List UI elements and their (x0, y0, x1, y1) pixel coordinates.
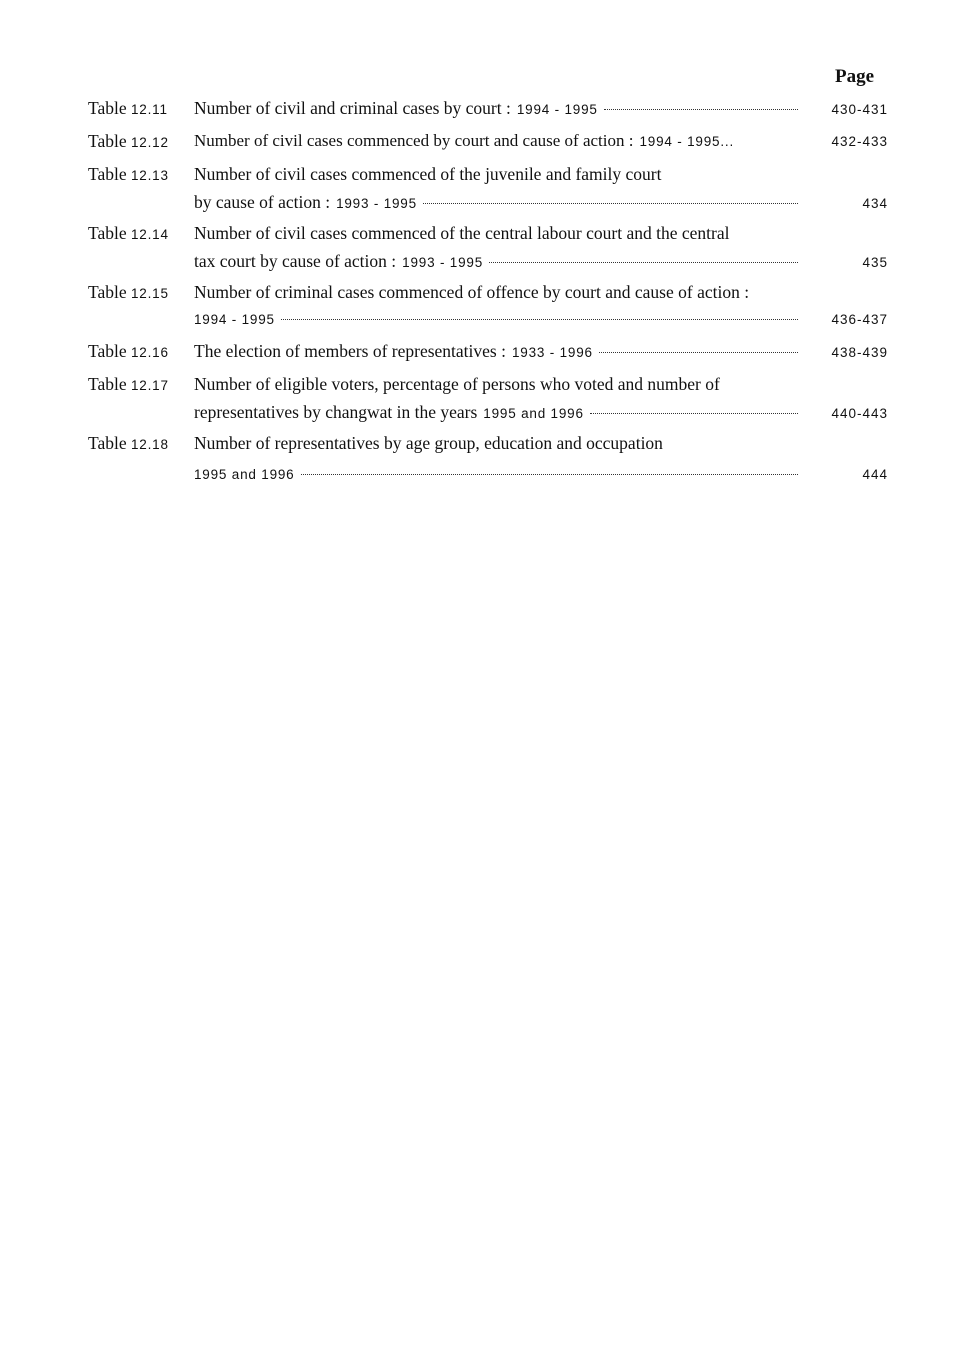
toc-entry[interactable] (88, 370, 888, 426)
entry-years: 1995 and 1996 (483, 406, 584, 421)
entry-years: 1995 and 1996 (194, 467, 295, 482)
entry-label (88, 337, 194, 367)
entry-number: 12.11 (131, 102, 168, 117)
entry-title-continued: by cause of action : (194, 192, 331, 212)
entry-label (88, 219, 194, 275)
toc-entry[interactable] (88, 127, 888, 157)
entry-line (194, 127, 888, 155)
entry-title: Number of civil cases commenced of the central labour court and the central (194, 223, 730, 243)
entry-line (194, 337, 888, 365)
entry-page: 434 (862, 196, 888, 211)
toc-entry[interactable] (88, 219, 888, 275)
entry-page: 436-437 (831, 312, 888, 327)
leader-dots (590, 413, 798, 414)
entry-title: The election of members of representatives : (194, 341, 506, 361)
entry-body (194, 127, 888, 157)
entry-line (194, 247, 888, 275)
entry-body (194, 160, 888, 216)
entry-years: 1993 - 1995 (402, 255, 484, 270)
table-of-contents (88, 94, 888, 492)
entry-line (194, 278, 888, 306)
entry-line (194, 160, 888, 188)
entry-body (194, 278, 888, 334)
toc-entry[interactable] (88, 429, 888, 489)
entry-label-word: Table (88, 223, 127, 243)
entry-years: 1933 - 1996 (511, 345, 593, 360)
entry-label-word: Table (88, 374, 127, 394)
entry-label-word: Table (88, 164, 127, 184)
leader-dots (604, 109, 798, 110)
leader-dots (281, 319, 798, 320)
toc-entry[interactable] (88, 94, 888, 124)
entry-title-continued: tax court by cause of action : (194, 251, 397, 271)
entry-line (194, 429, 888, 457)
entry-label-word: Table (88, 131, 127, 151)
entry-number: 12.15 (131, 286, 169, 301)
leader-dots (489, 262, 798, 263)
entry-page: 430-431 (831, 102, 888, 117)
entry-line (194, 219, 888, 247)
entry-title: Number of representatives by age group, education and occupation (194, 433, 663, 453)
entry-title: Number of criminal cases commenced of offence by court and cause of action : (194, 282, 750, 302)
entry-title: Number of civil cases commenced of the juvenile and family court (194, 164, 662, 184)
entry-years: 1994 - 1995 (516, 102, 598, 117)
entry-label (88, 429, 194, 489)
entry-label-word: Table (88, 433, 127, 453)
entry-label (88, 278, 194, 334)
toc-entry[interactable] (88, 337, 888, 367)
toc-entry[interactable] (88, 160, 888, 216)
entry-page: 444 (862, 467, 888, 482)
entry-number: 12.13 (131, 168, 169, 183)
entry-label-word: Table (88, 341, 127, 361)
entry-label (88, 160, 194, 216)
entry-years: 1993 - 1995 (336, 196, 417, 211)
entry-title: Number of civil cases commenced by court and cause of action : (194, 131, 634, 150)
entry-line (194, 188, 888, 216)
entry-line (194, 94, 888, 122)
entry-page: 440-443 (831, 406, 888, 421)
page-column-header: Page (835, 66, 875, 87)
entry-label (88, 370, 194, 426)
entry-number: 12.14 (131, 227, 169, 242)
leader-dots (599, 352, 798, 353)
entry-title: Number of eligible voters, percentage of persons who voted and number of (194, 374, 720, 394)
entry-body (194, 429, 888, 489)
entry-line (194, 370, 888, 398)
entry-line (194, 398, 888, 426)
entry-line (194, 461, 888, 489)
entry-body (194, 370, 888, 426)
entry-label (88, 127, 194, 157)
leader-dots (423, 203, 798, 204)
entry-page: 432-433 (831, 134, 888, 149)
entry-years: 1994 - 1995 (194, 312, 275, 327)
entry-page: 435 (862, 255, 888, 270)
entry-label-word: Table (88, 98, 127, 118)
entry-body (194, 94, 888, 124)
toc-entry[interactable] (88, 278, 888, 334)
entry-title-continued: representatives by changwat in the years (194, 402, 478, 422)
entry-number: 12.18 (131, 437, 169, 452)
entry-line (194, 306, 888, 334)
entry-label (88, 94, 194, 124)
entry-body (194, 337, 888, 367)
entry-label-word: Table (88, 282, 127, 302)
leader-dots (301, 474, 799, 475)
entry-number: 12.12 (131, 135, 169, 150)
entry-number: 12.16 (131, 345, 169, 360)
entry-years: 1994 - 1995... (639, 134, 734, 149)
entry-title: Number of civil and criminal cases by court : (194, 98, 511, 118)
entry-number: 12.17 (131, 378, 169, 393)
entry-body (194, 219, 888, 275)
entry-page: 438-439 (831, 345, 888, 360)
